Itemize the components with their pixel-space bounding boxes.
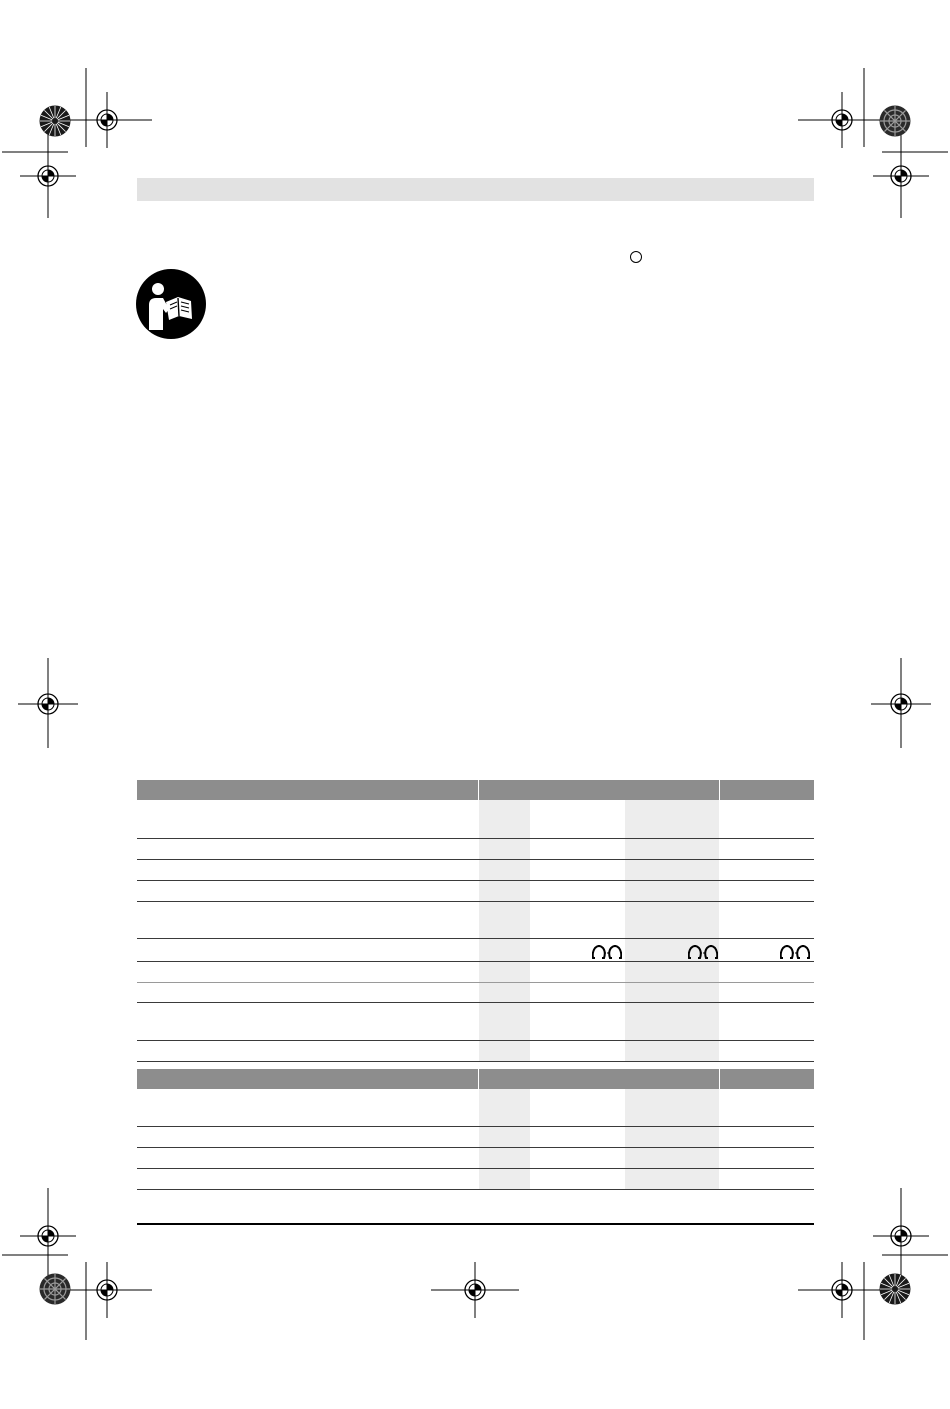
table-column-shade [479,1089,530,1189]
table-header-row [137,780,814,800]
table-row-rule [137,859,814,860]
table-row-rule [137,1147,814,1148]
page-header-band [137,178,814,201]
table-column-shade [625,1089,719,1189]
table-row-rule [137,1126,814,1127]
table-row-rule [137,1189,814,1190]
table-row-rule [137,1061,814,1062]
table-header-divider [478,1069,479,1089]
table-row-rule [137,1040,814,1041]
ear-protection-symbol-icon [688,945,718,959]
print-rosette-icon [879,1273,911,1305]
table-row-rule [137,938,814,939]
print-rosette-icon [879,105,911,137]
table-row-rule [137,982,814,983]
circle-outline-icon [630,251,642,263]
table-header-divider [478,780,479,800]
table-column-shade [479,800,530,1062]
table-row-rule [137,838,814,839]
read-instructions-icon [136,269,206,339]
table-row-rule [137,961,814,962]
table-row-rule [137,1002,814,1003]
table-row-rule [137,880,814,881]
table-header-row [137,1069,814,1089]
table-row-rule [137,901,814,902]
table-row-rule [137,1168,814,1169]
ear-protection-symbol-icon [592,945,622,959]
table-header-divider [719,780,720,800]
specification-table [137,780,814,1062]
print-rosette-icon [39,105,71,137]
table-header-divider [719,1069,720,1089]
table-column-shade [625,800,719,1062]
print-rosette-icon [39,1273,71,1305]
ear-protection-symbol-icon [780,945,810,959]
page-footer-rule [137,1223,814,1225]
specification-table [137,1069,814,1190]
